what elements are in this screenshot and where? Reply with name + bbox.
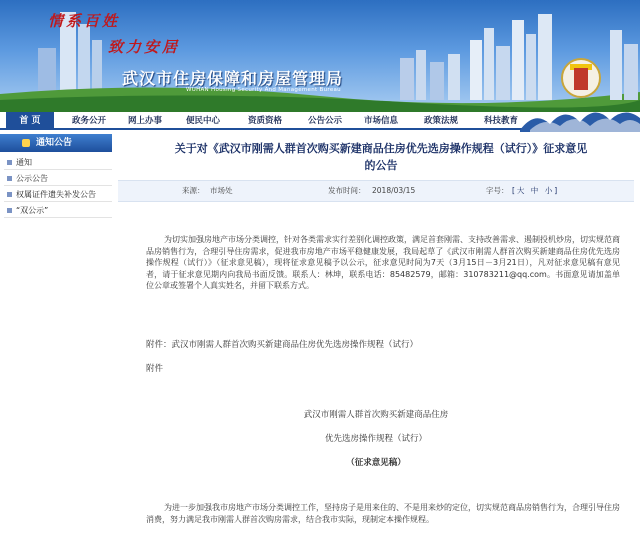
- sidebar-header: [0, 134, 112, 152]
- sidebar-item-label: 通知: [16, 158, 32, 167]
- font-size-label: 字号：: [486, 186, 509, 195]
- source-value: 市场处: [210, 186, 233, 195]
- megaphone-icon: [22, 139, 30, 147]
- yellow-crane-tower-emblem-icon: [561, 58, 601, 98]
- slogan-line-2: 致力安居: [108, 38, 181, 56]
- publish-date: 2018/03/15: [372, 186, 416, 195]
- nav-item-qualifications[interactable]: 资质资格: [248, 116, 283, 126]
- slogan-line-1: 情系百姓: [48, 12, 121, 30]
- nav-item-gov-affairs[interactable]: 政务公开: [72, 116, 107, 126]
- nav-item-home[interactable]: 首 页: [6, 112, 54, 130]
- bullet-icon: [7, 160, 12, 165]
- site-banner: [0, 0, 640, 112]
- article-title: [132, 140, 630, 174]
- article-paragraph-2: 为进一步加强我市房地产市场分类调控工作，坚持房子是用来住的、不是用来炒的定位，切实规范商品房销售行为，合理引导住房消费，努力满足我市刚需人群首次购房需求，结合我市实际，现制定本操作规程。: [146, 503, 620, 524]
- sidebar-item-public-announcements[interactable]: [4, 172, 112, 186]
- sidebar-item-label: 权属证件遗失补发公告: [16, 190, 96, 199]
- sidebar-item-double-publicity[interactable]: [4, 204, 112, 218]
- sidebar-title: 通知公告: [36, 138, 73, 148]
- date-label: 发布时间：: [328, 186, 366, 195]
- sidebar-item-label: “双公示”: [16, 206, 49, 215]
- sidebar-item-notices[interactable]: [4, 156, 112, 170]
- wave-decoration-icon: [520, 100, 640, 132]
- banner-slogan: [48, 10, 248, 60]
- article-meta-bar: [118, 180, 634, 202]
- nav-item-announcements[interactable]: 公告公示: [308, 116, 343, 126]
- bullet-icon: [7, 192, 12, 197]
- main-nav: [0, 112, 640, 130]
- sidebar-item-lost-certificates[interactable]: [4, 188, 112, 202]
- nav-item-online-services[interactable]: 网上办事: [128, 116, 163, 126]
- sidebar: [0, 130, 112, 540]
- article-paragraph-1: 为切实加强房地产市场分类调控，针对各类需求实行差别化调控政策，满足首套刚需、支持改善需求、遏制投机炒房，切实规范商品房销售行为，合理引导住房需求，促进我市房地产市场平稳健康发展，我局起草了《武汉市刚需人群首次购买新建商品住房优先选房操作规程（试行）》（征求意见稿），现将征求意见稿予以公示，征求意见时间为7天（3月15日－3月21日），凡对征求意见稿有意见者，请于征求意见期内向我局书面反馈。联系人：林坤，联系电话：85482579，邮箱：310783211@qq.com。书面意见请加盖单位公章或签署个人真实姓名，并留下联系方式。: [146, 235, 620, 290]
- sidebar-item-label: 公示公告: [16, 174, 48, 183]
- attachment-heading: 附件: [146, 364, 164, 374]
- doc-title-line-2: 优先选房操作规程（试行）: [324, 434, 427, 444]
- nav-item-market-info[interactable]: 市场信息: [364, 116, 399, 126]
- source-label: 来源：: [182, 186, 205, 195]
- nav-item-tech-education[interactable]: 科技教育: [484, 116, 519, 126]
- bullet-icon: [7, 208, 12, 213]
- doc-title-line-3: （征求意见稿）: [346, 458, 406, 468]
- article-content: [118, 130, 634, 540]
- article-title-line-1: 关于对《武汉市刚需人群首次购买新建商品住房优先选房操作规程（试行）》征求意见: [174, 142, 588, 155]
- font-size-options[interactable]: [大 中 小]: [512, 186, 560, 195]
- attachment-link[interactable]: 附件：武汉市刚需人群首次购买新建商品住房优先选房操作规程（试行）: [146, 340, 419, 350]
- doc-title-line-1: 武汉市刚需人群首次购买新建商品住房: [303, 410, 449, 420]
- site-subtitle: WUHAN Housing Security And Management Bureau: [186, 87, 341, 93]
- nav-item-policies[interactable]: 政策法规: [424, 116, 459, 126]
- bullet-icon: [7, 176, 12, 181]
- site-title: 武汉市住房保障和房屋管理局: [122, 69, 344, 88]
- article-title-line-2: 的公告: [364, 159, 398, 172]
- nav-item-convenience[interactable]: 便民中心: [186, 116, 221, 126]
